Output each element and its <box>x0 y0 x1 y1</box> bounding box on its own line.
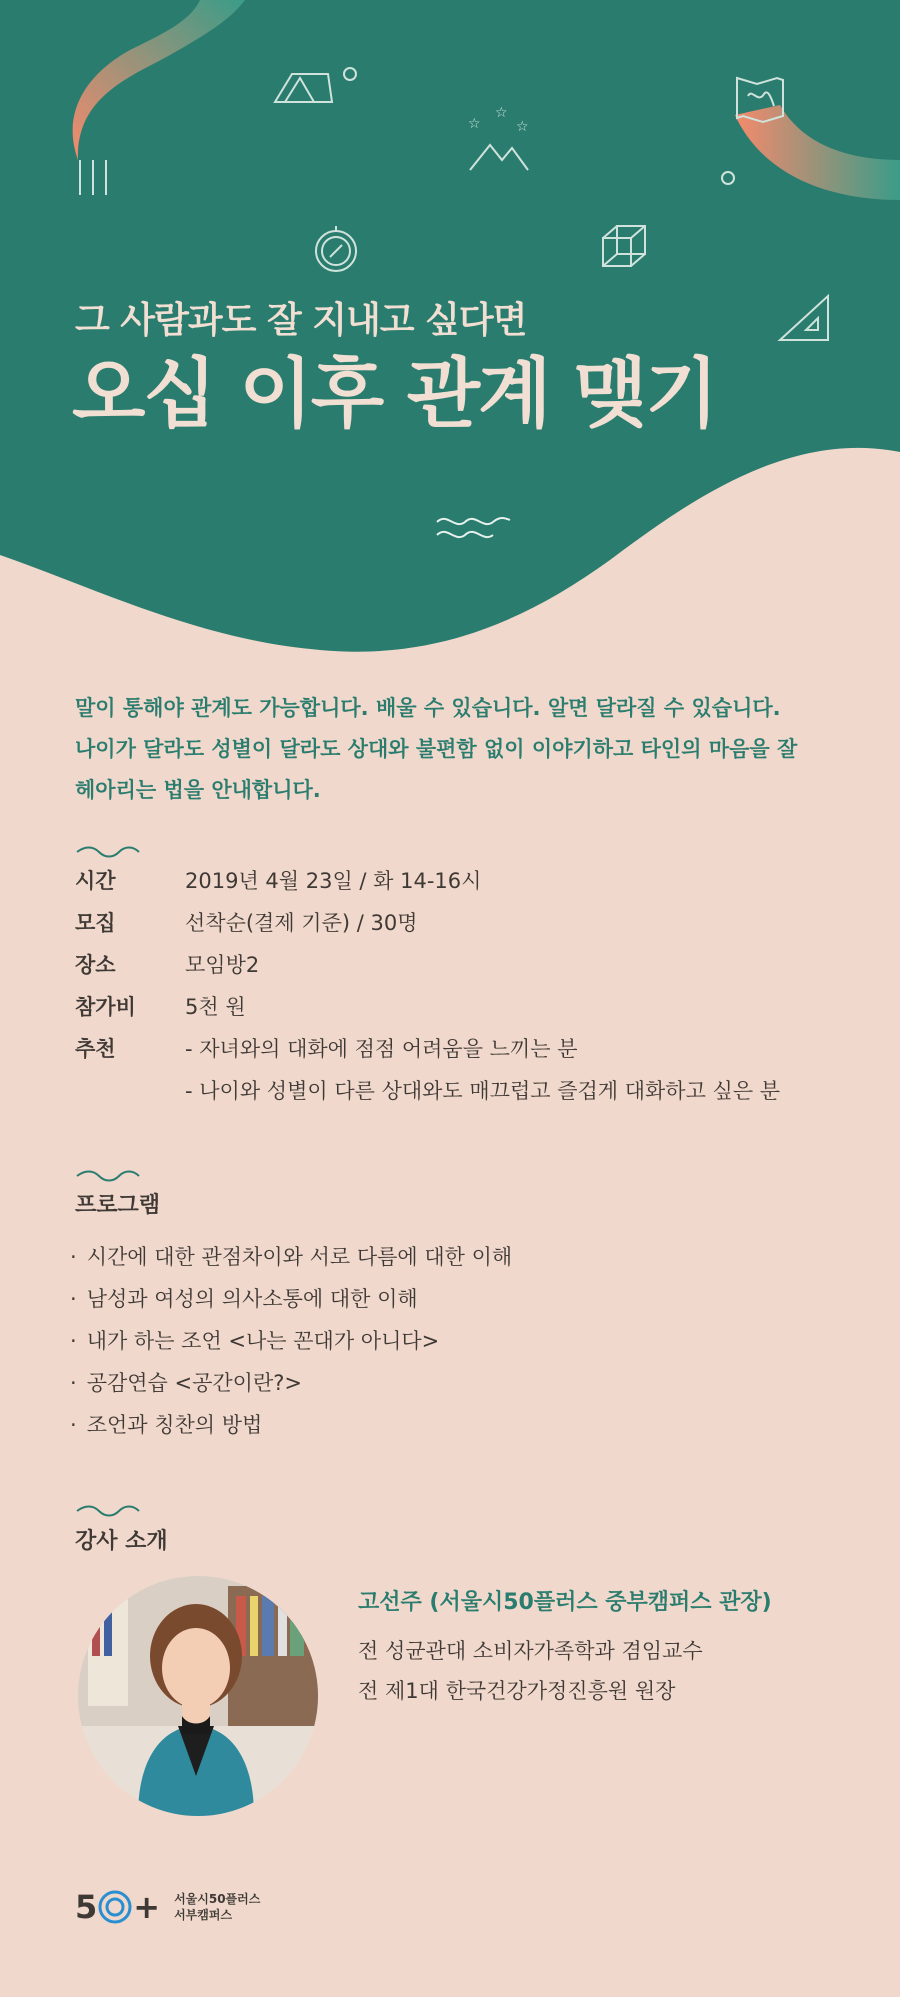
intro-line-2: 나이가 달라도 성별이 달라도 상대와 불편함 없이 이야기하고 타인의 마음을 잘 <box>75 737 798 761</box>
program-item: · 남성과 여성의 의사소통에 대한 이해 <box>70 1278 512 1320</box>
recommend-item-1: - 자녀와의 대화에 점점 어려움을 느끼는 분 <box>185 1037 578 1061</box>
section-wave-icon <box>75 846 141 860</box>
program-list <box>70 1236 512 1446</box>
info-row-place <box>75 944 855 986</box>
recommend-item-2: - 나이와 성별이 다른 상대와도 매끄럽고 즐겁게 대화하고 싶은 분 <box>185 1079 781 1103</box>
program-item: · 내가 하는 조언 <나는 꼰대가 아니다> <box>70 1320 512 1362</box>
info-value-time: 2019년 4월 23일 / 화 14-16시 <box>185 869 482 893</box>
hero-banner <box>0 0 900 660</box>
info-label-fee: 참가비 <box>75 995 136 1019</box>
intro-line-3: 헤아리는 법을 안내합니다. <box>75 778 321 802</box>
lecturer-photo <box>78 1576 318 1816</box>
lecturer-section-title: 강사 소개 <box>75 1529 168 1554</box>
logo-line-2: 서부캠퍼스 <box>174 1908 233 1922</box>
info-value-recommend <box>185 1028 780 1112</box>
logo-line-1: 서울시50플러스 <box>174 1892 261 1906</box>
section-wave-icon <box>75 1170 141 1184</box>
logo-text <box>174 1891 260 1923</box>
campus-logo <box>75 1888 260 1926</box>
lecturer-name: 고선주 (서울시50플러스 중부캠퍼스 관장) <box>358 1590 772 1615</box>
info-row-recruit <box>75 902 855 944</box>
program-title: 프로그램 <box>75 1193 161 1218</box>
logo-digit-five: 5 <box>75 1888 98 1926</box>
program-item: · 조언과 칭찬의 방법 <box>70 1404 512 1446</box>
logo-mark <box>75 1888 160 1926</box>
info-row-time <box>75 860 855 902</box>
logo-plus: + <box>133 1888 161 1926</box>
hero-title: 오십 이후 관계 맺기 <box>72 349 717 438</box>
lecturer-portrait-image <box>78 1576 318 1816</box>
info-value-place: 모임방2 <box>185 953 260 977</box>
career-item: 전 성균관대 소비자가족학과 겸임교수 <box>358 1639 703 1663</box>
intro-text <box>75 688 835 811</box>
info-value-recruit: 선착순(결제 기준) / 30명 <box>185 911 418 935</box>
svg-text:☆: ☆ <box>516 119 529 135</box>
svg-text:☆: ☆ <box>468 116 481 132</box>
logo-target-icon <box>97 1889 133 1925</box>
career-item: 전 제1대 한국건강가정진흥원 원장 <box>358 1679 676 1703</box>
info-label-recommend: 추천 <box>75 1037 116 1061</box>
info-value-fee: 5천 원 <box>185 995 246 1019</box>
info-label-recruit: 모집 <box>75 911 116 935</box>
lecturer-career-list <box>358 1631 703 1711</box>
program-item: · 시간에 대한 관점차이와 서로 다름에 대한 이해 <box>70 1236 512 1278</box>
program-item: · 공감연습 <공간이란?> <box>70 1362 512 1404</box>
info-table <box>75 860 855 1112</box>
info-label-place: 장소 <box>75 953 116 977</box>
info-row-recommend <box>75 1028 855 1112</box>
info-label-time: 시간 <box>75 869 116 893</box>
intro-line-1: 말이 통해야 관계도 가능합니다. 배울 수 있습니다. 알면 달라질 수 있습니다. <box>75 696 781 720</box>
hero-subtitle: 그 사람과도 잘 지내고 싶다면 <box>75 300 527 341</box>
svg-text:☆: ☆ <box>495 105 508 121</box>
section-wave-icon <box>75 1505 141 1519</box>
info-row-fee <box>75 986 855 1028</box>
